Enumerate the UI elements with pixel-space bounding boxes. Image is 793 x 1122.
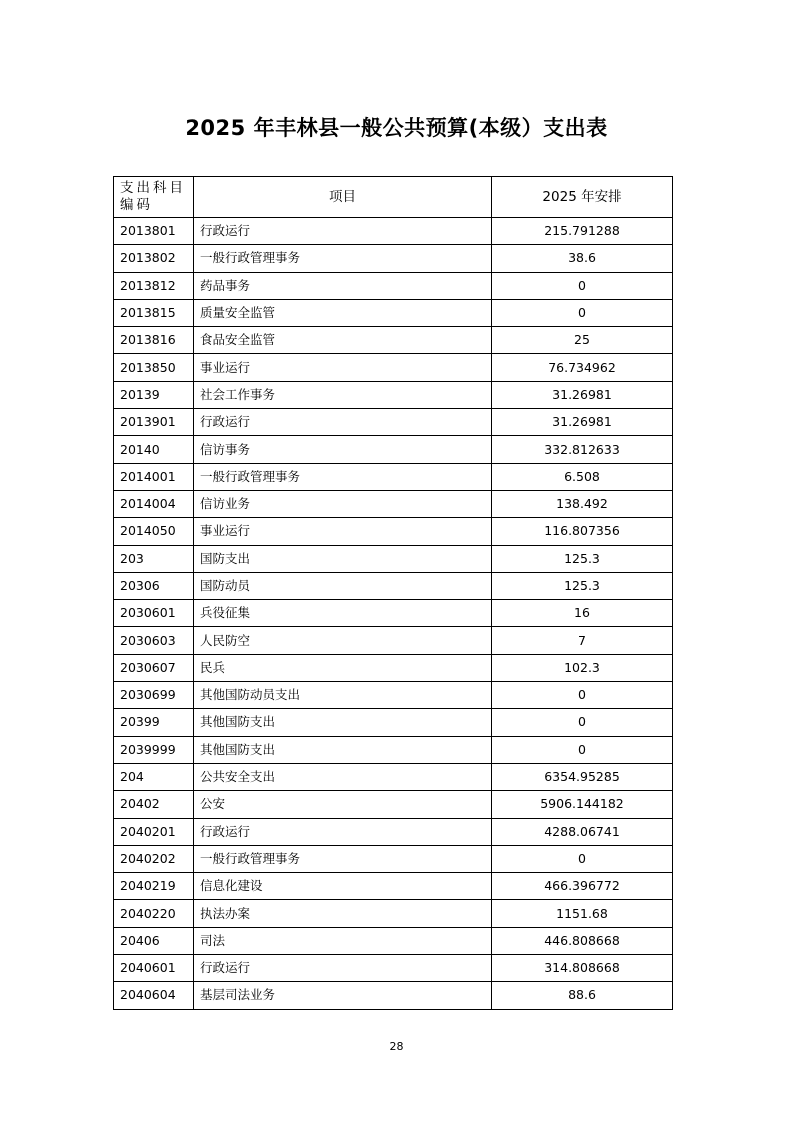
row-item: 一般行政管理事务 <box>194 845 492 872</box>
table-row <box>114 218 673 245</box>
row-amount: 1151.68 <box>492 900 673 927</box>
row-code: 2014001 <box>114 463 194 490</box>
table-row <box>114 682 673 709</box>
row-code: 2030699 <box>114 682 194 709</box>
row-item: 公共安全支出 <box>194 763 492 790</box>
row-amount: 125.3 <box>492 572 673 599</box>
row-code: 2030607 <box>114 654 194 681</box>
row-amount: 5906.144182 <box>492 791 673 818</box>
table-row <box>114 818 673 845</box>
row-code: 2013802 <box>114 245 194 272</box>
row-item: 信访事务 <box>194 436 492 463</box>
row-code: 2013816 <box>114 327 194 354</box>
row-amount: 138.492 <box>492 490 673 517</box>
row-item: 执法办案 <box>194 900 492 927</box>
row-item: 人民防空 <box>194 627 492 654</box>
table-row <box>114 955 673 982</box>
row-item: 公安 <box>194 791 492 818</box>
row-item: 国防支出 <box>194 545 492 572</box>
row-amount: 6354.95285 <box>492 763 673 790</box>
table-row <box>114 982 673 1009</box>
table-row <box>114 463 673 490</box>
row-code: 20306 <box>114 572 194 599</box>
row-code: 20406 <box>114 927 194 954</box>
table-row <box>114 545 673 572</box>
row-code: 2013815 <box>114 299 194 326</box>
table-row <box>114 409 673 436</box>
row-amount: 6.508 <box>492 463 673 490</box>
table-row <box>114 900 673 927</box>
row-code: 2039999 <box>114 736 194 763</box>
row-amount: 16 <box>492 600 673 627</box>
row-code: 2013901 <box>114 409 194 436</box>
row-item: 司法 <box>194 927 492 954</box>
table-row <box>114 490 673 517</box>
table-row <box>114 572 673 599</box>
row-amount: 4288.06741 <box>492 818 673 845</box>
row-item: 一般行政管理事务 <box>194 245 492 272</box>
row-item: 事业运行 <box>194 354 492 381</box>
table-row <box>114 845 673 872</box>
row-amount: 215.791288 <box>492 218 673 245</box>
row-amount: 25 <box>492 327 673 354</box>
budget-table <box>113 176 673 1010</box>
row-code: 204 <box>114 763 194 790</box>
table-row <box>114 873 673 900</box>
row-item: 一般行政管理事务 <box>194 463 492 490</box>
row-item: 行政运行 <box>194 218 492 245</box>
table-row <box>114 927 673 954</box>
row-item: 其他国防支出 <box>194 709 492 736</box>
row-code: 2013850 <box>114 354 194 381</box>
row-amount: 76.734962 <box>492 354 673 381</box>
row-item: 信访业务 <box>194 490 492 517</box>
row-code: 2040202 <box>114 845 194 872</box>
table-row <box>114 327 673 354</box>
table-row <box>114 627 673 654</box>
row-amount: 0 <box>492 272 673 299</box>
row-amount: 88.6 <box>492 982 673 1009</box>
page-number: 28 <box>389 1040 404 1053</box>
row-item: 国防动员 <box>194 572 492 599</box>
row-code: 2014004 <box>114 490 194 517</box>
header-amount: 2025 年安排 <box>492 177 673 218</box>
table-row <box>114 654 673 681</box>
table-row <box>114 245 673 272</box>
header-item: 项目 <box>194 177 492 218</box>
row-code: 20399 <box>114 709 194 736</box>
table-row <box>114 299 673 326</box>
row-amount: 38.6 <box>492 245 673 272</box>
row-item: 事业运行 <box>194 518 492 545</box>
row-amount: 0 <box>492 299 673 326</box>
row-code: 20140 <box>114 436 194 463</box>
row-amount: 0 <box>492 845 673 872</box>
row-item: 药品事务 <box>194 272 492 299</box>
row-amount: 116.807356 <box>492 518 673 545</box>
row-amount: 0 <box>492 709 673 736</box>
row-code: 2040220 <box>114 900 194 927</box>
row-item: 行政运行 <box>194 955 492 982</box>
row-item: 民兵 <box>194 654 492 681</box>
header-code: 支出科目编码 <box>114 177 194 218</box>
row-code: 2013812 <box>114 272 194 299</box>
row-amount: 102.3 <box>492 654 673 681</box>
table-row <box>114 763 673 790</box>
row-item: 质量安全监管 <box>194 299 492 326</box>
row-item: 基层司法业务 <box>194 982 492 1009</box>
row-amount: 7 <box>492 627 673 654</box>
row-item: 兵役征集 <box>194 600 492 627</box>
row-amount: 31.26981 <box>492 409 673 436</box>
row-code: 2040604 <box>114 982 194 1009</box>
table-row <box>114 600 673 627</box>
row-item: 社会工作事务 <box>194 381 492 408</box>
row-amount: 314.808668 <box>492 955 673 982</box>
row-item: 其他国防动员支出 <box>194 682 492 709</box>
row-code: 2040201 <box>114 818 194 845</box>
table-row <box>114 518 673 545</box>
row-code: 2030603 <box>114 627 194 654</box>
row-code: 2013801 <box>114 218 194 245</box>
row-amount: 446.808668 <box>492 927 673 954</box>
row-item: 行政运行 <box>194 409 492 436</box>
row-item: 食品安全监管 <box>194 327 492 354</box>
table-row <box>114 436 673 463</box>
row-amount: 466.396772 <box>492 873 673 900</box>
row-code: 2040219 <box>114 873 194 900</box>
document-title: 2025 年丰林县一般公共预算(本级）支出表 <box>185 116 608 140</box>
row-code: 20139 <box>114 381 194 408</box>
table-body <box>114 218 673 1010</box>
table-row <box>114 791 673 818</box>
row-code: 2040601 <box>114 955 194 982</box>
row-amount: 0 <box>492 736 673 763</box>
table-row <box>114 736 673 763</box>
row-code: 20402 <box>114 791 194 818</box>
table-row <box>114 354 673 381</box>
row-item: 信息化建设 <box>194 873 492 900</box>
row-amount: 332.812633 <box>492 436 673 463</box>
table-row <box>114 381 673 408</box>
row-amount: 31.26981 <box>492 381 673 408</box>
row-item: 其他国防支出 <box>194 736 492 763</box>
row-amount: 125.3 <box>492 545 673 572</box>
row-item: 行政运行 <box>194 818 492 845</box>
table-row <box>114 272 673 299</box>
row-amount: 0 <box>492 682 673 709</box>
row-code: 2014050 <box>114 518 194 545</box>
table-header-row <box>114 177 673 218</box>
table-row <box>114 709 673 736</box>
row-code: 2030601 <box>114 600 194 627</box>
row-code: 203 <box>114 545 194 572</box>
